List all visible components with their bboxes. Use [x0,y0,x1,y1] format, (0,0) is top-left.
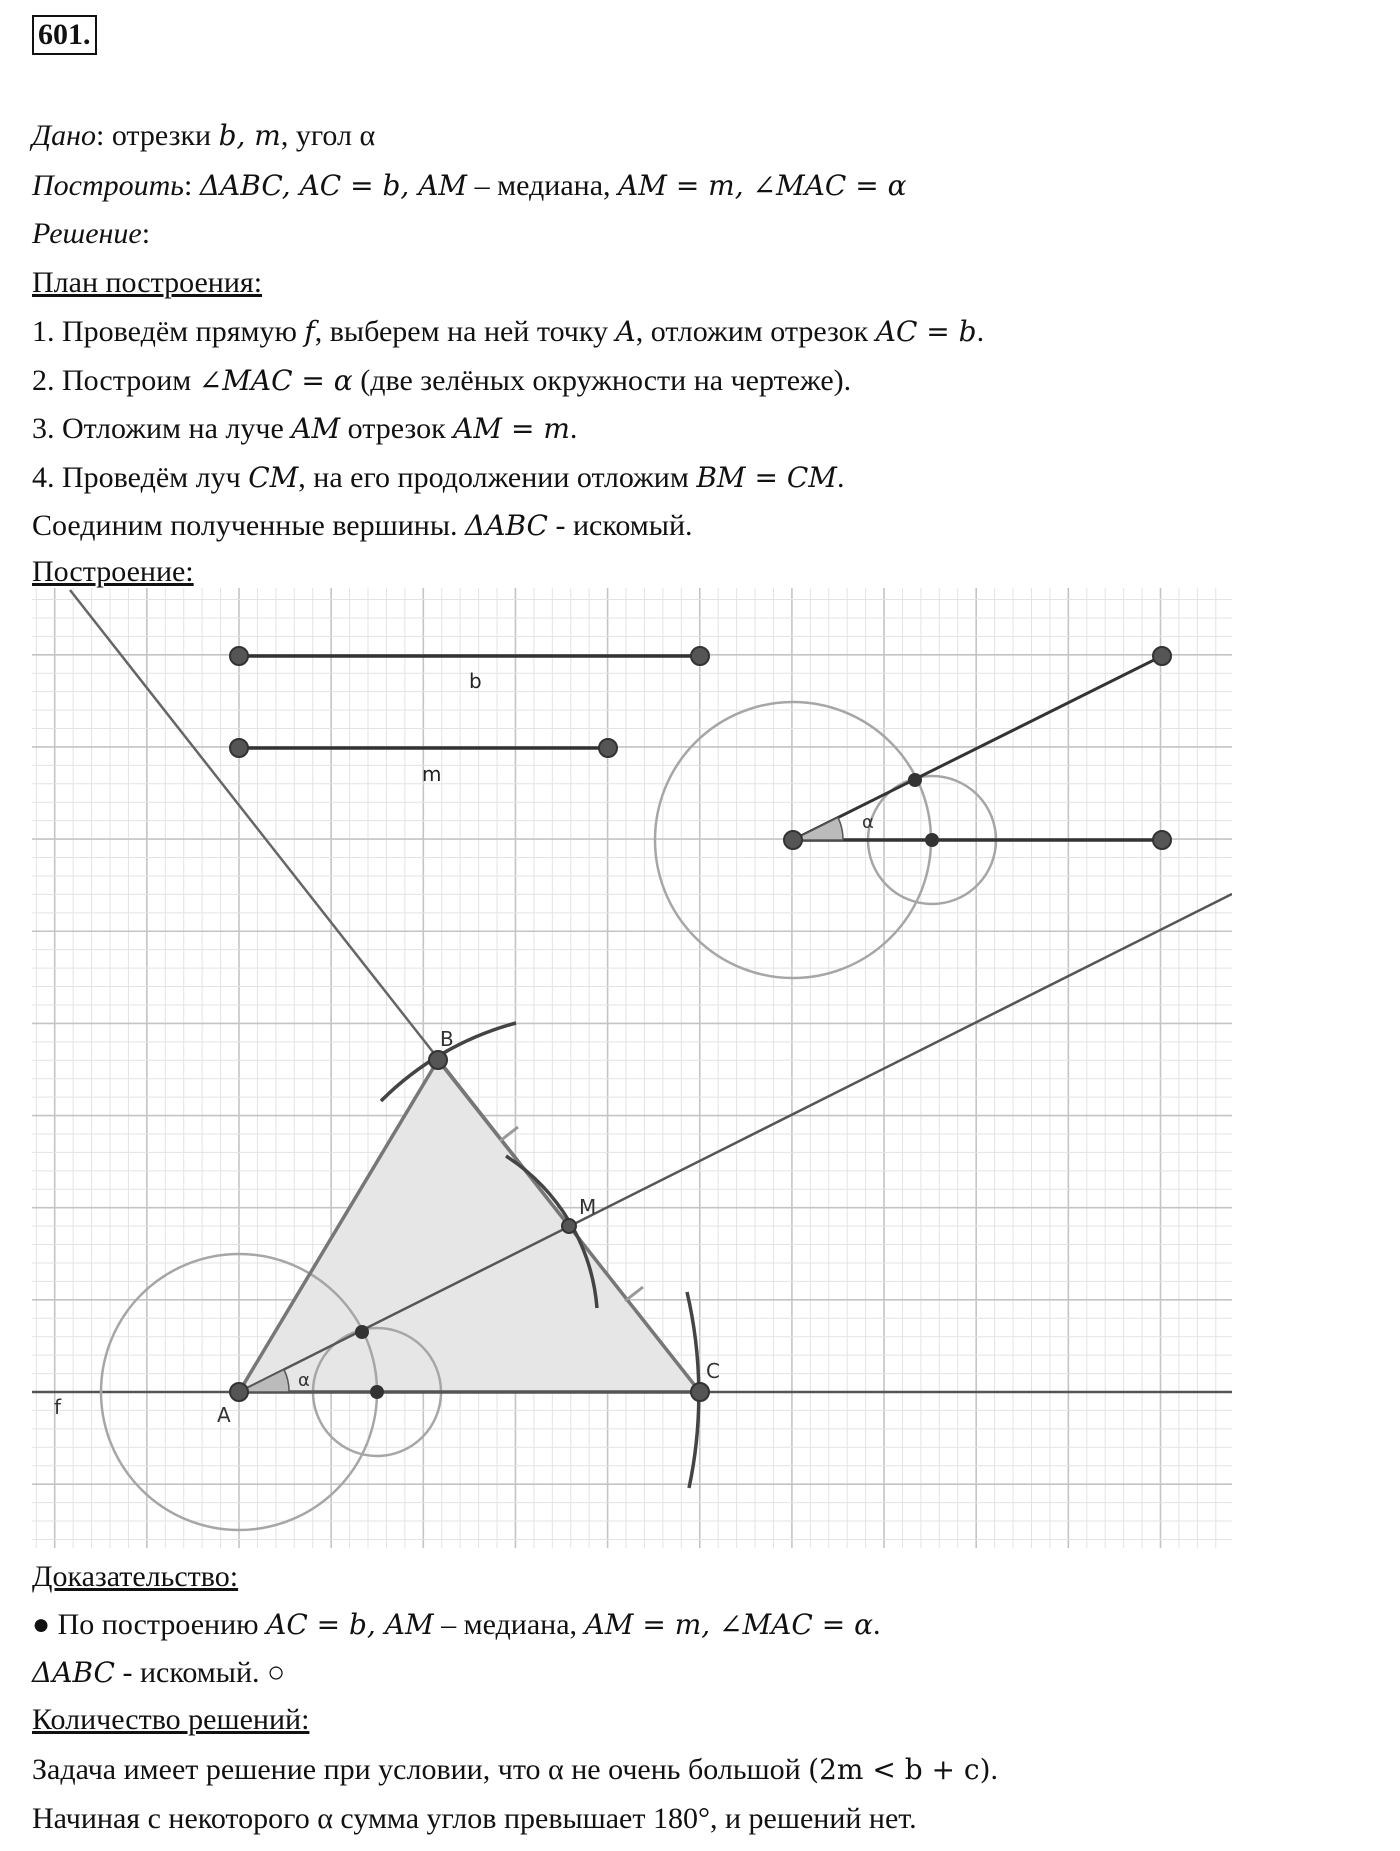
point [1153,647,1171,665]
solution-heading: Решение: [32,217,151,250]
construction-figure [32,588,1232,1548]
label-c: C [706,1359,720,1383]
plan-step-4: 4. Проведём луч CM, на его продолжении отложим BM = CM. [32,461,845,494]
label-a: A [217,1403,231,1427]
angle-side [793,656,1162,840]
label-alpha: α [298,1370,310,1391]
proof-line-2: ΔABC - искомый. ○ [32,1656,286,1689]
point [230,647,248,665]
label-m: m [422,762,442,786]
grid [32,588,1232,1548]
proof-line-1: ● По построению AC = b, AM – медиана, AM = m, ∠MAC = α. [32,1608,881,1641]
equal-tick [625,1287,643,1301]
solutions-line-2: Начиная с некоторого α сумма углов превышает 180°, и решений нет. [32,1802,917,1835]
point-a [230,1383,248,1401]
label-b: b [469,669,482,693]
construct-line: Построить: ΔABC, AC = b, AM – медиана, AM = m, ∠MAC = α [32,169,907,202]
construction-title: Построение: [32,555,194,588]
point [691,647,709,665]
point [784,831,802,849]
given-line: Дано: отрезки b, m, угол α [32,119,376,152]
point-b [429,1051,447,1069]
solutions-title: Количество решений: [32,1703,310,1736]
label-b-point: B [440,1027,454,1051]
plan-step-1: 1. Проведём прямую f, выберем на ней точку A, отложим отрезок AC = b. [32,315,985,348]
solutions-line-1: Задача имеет решение при условии, что α не очень большой (2m < b + c). [32,1753,999,1786]
label-alpha: α [862,812,874,833]
point [230,739,248,757]
point-c [691,1383,709,1401]
point-m [562,1219,576,1233]
point [370,1385,384,1399]
plan-step-2: 2. Построим ∠MAC = α (две зелёных окружности на чертеже). [32,364,852,397]
point [599,739,617,757]
plan-conclusion: Соединим полученные вершины. ΔABC - искомый. [32,509,693,542]
point [1153,831,1171,849]
point [925,833,939,847]
proof-title: Доказательство: [32,1560,239,1593]
point [908,773,922,787]
point [355,1325,369,1339]
label-f: f [54,1395,62,1419]
problem-number: 601. [32,16,97,54]
plan-title: План построения: [32,266,263,299]
plan-step-3: 3. Отложим на луче AM отрезок AM = m. [32,412,578,445]
label-m-point: M [579,1195,597,1219]
